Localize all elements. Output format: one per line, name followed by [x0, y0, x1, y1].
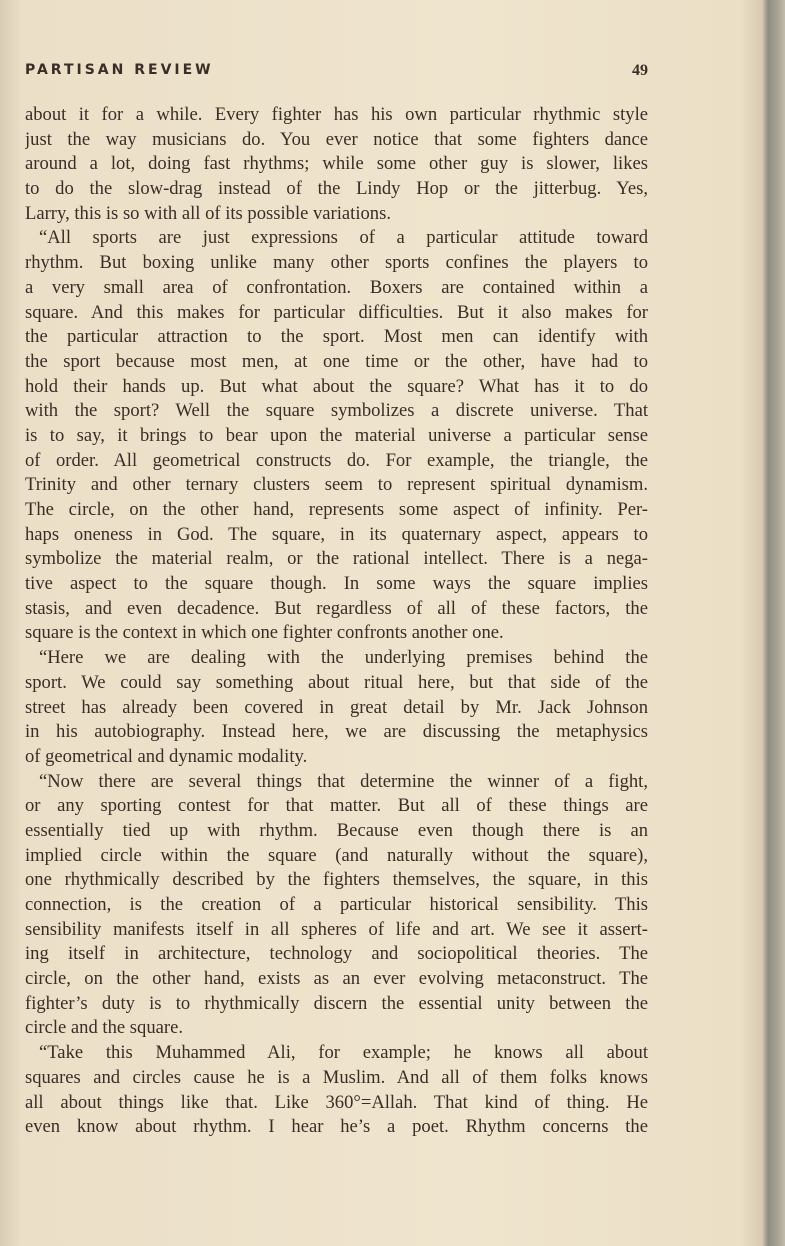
text-line: or any sporting contest for that matter. But all of these things are	[25, 795, 648, 817]
text-line: the sport because most men, at one time or the other, have had to	[25, 350, 648, 372]
text-line: circle, on the other hand, exists as an ever evolving metaconstruct. The	[25, 968, 648, 990]
text-line: is to say, it brings to bear upon the material universe a particular sense	[25, 424, 648, 446]
text-line: of order. All geometrical constructs do. For example, the triangle, the	[25, 449, 648, 471]
text-line: stasis, and even decadence. But regardless of all of these factors, the	[25, 597, 648, 619]
text-line: Larry, this is so with all of its possible variations.	[25, 202, 391, 224]
text-line: connection, is the creation of a particular historical sensibility. This	[25, 894, 648, 915]
text-line: “Take this Muhammed Ali, for example; he knows all about	[39, 1042, 648, 1064]
text-line: fighter’s duty is to rhythmically discern the essential unity between the	[25, 992, 648, 1014]
text-line: circle and the square.	[25, 1017, 183, 1039]
text-line: squares and circles cause he is a Muslim. And all of them folks knows	[25, 1066, 648, 1088]
text-line: the particular attraction to the sport. Most men can identify with	[25, 326, 648, 348]
text-line: all about things like that. Like 360°=Allah. That kind of thing. He	[25, 1091, 648, 1113]
text-line: square is the context in which one fighter confronts another one.	[25, 622, 504, 644]
text-line: sensibility manifests itself in all spheres of life and art. We see it assert-	[25, 918, 648, 940]
text-line: symbolize the material realm, or the rational intellect. There is a nega-	[25, 548, 648, 570]
text-line: rhythm. But boxing unlike many other sports confines the players to	[25, 252, 648, 274]
text-line: around a lot, doing fast rhythms; while some other guy is slower, likes	[25, 153, 648, 175]
text-line: in his autobiography. Instead here, we are discussing the metaphysics	[25, 721, 648, 743]
text-line: about it for a while. Every fighter has his own particular rhythmic style	[25, 104, 648, 125]
text-line: ing itself in architecture, technology and sociopolitical theories. The	[25, 943, 648, 965]
body-text	[25, 103, 648, 1140]
text-line: haps oneness in God. The square, in its quaternary aspect, appears to	[25, 523, 648, 545]
text-line: just the way musicians do. You ever notice that some fighters dance	[25, 128, 648, 150]
text-line: one rhythmically described by the fighters themselves, the square, in this	[25, 869, 648, 891]
text-line: to do the slow-drag instead of the Lindy Hop or the jitterbug. Yes,	[25, 178, 648, 200]
text-line: “All sports are just expressions of a particular attitude toward	[39, 227, 648, 249]
text-line: implied circle within the square (and naturally without the square),	[25, 844, 648, 866]
text-line: The circle, on the other hand, represents some aspect of infinity. Per-	[25, 499, 648, 520]
text-line: tive aspect to the square though. In some ways the square implies	[25, 573, 648, 595]
running-header	[25, 58, 648, 82]
text-line: Trinity and other ternary clusters seem to represent spiritual dynamism.	[25, 474, 648, 496]
text-line: street has already been covered in great detail by Mr. Jack Johnson	[25, 696, 648, 718]
text-line: sport. We could say something about ritual here, but that side of the	[25, 671, 648, 693]
text-line: hold their hands up. But what about the square? What has it to do	[25, 375, 648, 397]
journal-title: PARTISAN REVIEW	[25, 62, 214, 78]
text-line: “Now there are several things that determine the winner of a fight,	[39, 770, 648, 792]
text-line: even know about rhythm. I hear he’s a poet. Rhythm concerns the	[25, 1116, 648, 1138]
page-number: 49	[632, 62, 648, 79]
text-line: a very small area of confrontation. Boxers are contained within a	[25, 276, 648, 298]
text-line: of geometrical and dynamic modality.	[25, 745, 308, 767]
text-line: square. And this makes for particular difficulties. But it also makes for	[25, 301, 648, 323]
text-line: with the sport? Well the square symbolizes a discrete universe. That	[25, 400, 648, 422]
text-line: “Here we are dealing with the underlying premises behind the	[39, 647, 648, 669]
text-line: essentially tied up with rhythm. Because even though there is an	[25, 819, 648, 841]
